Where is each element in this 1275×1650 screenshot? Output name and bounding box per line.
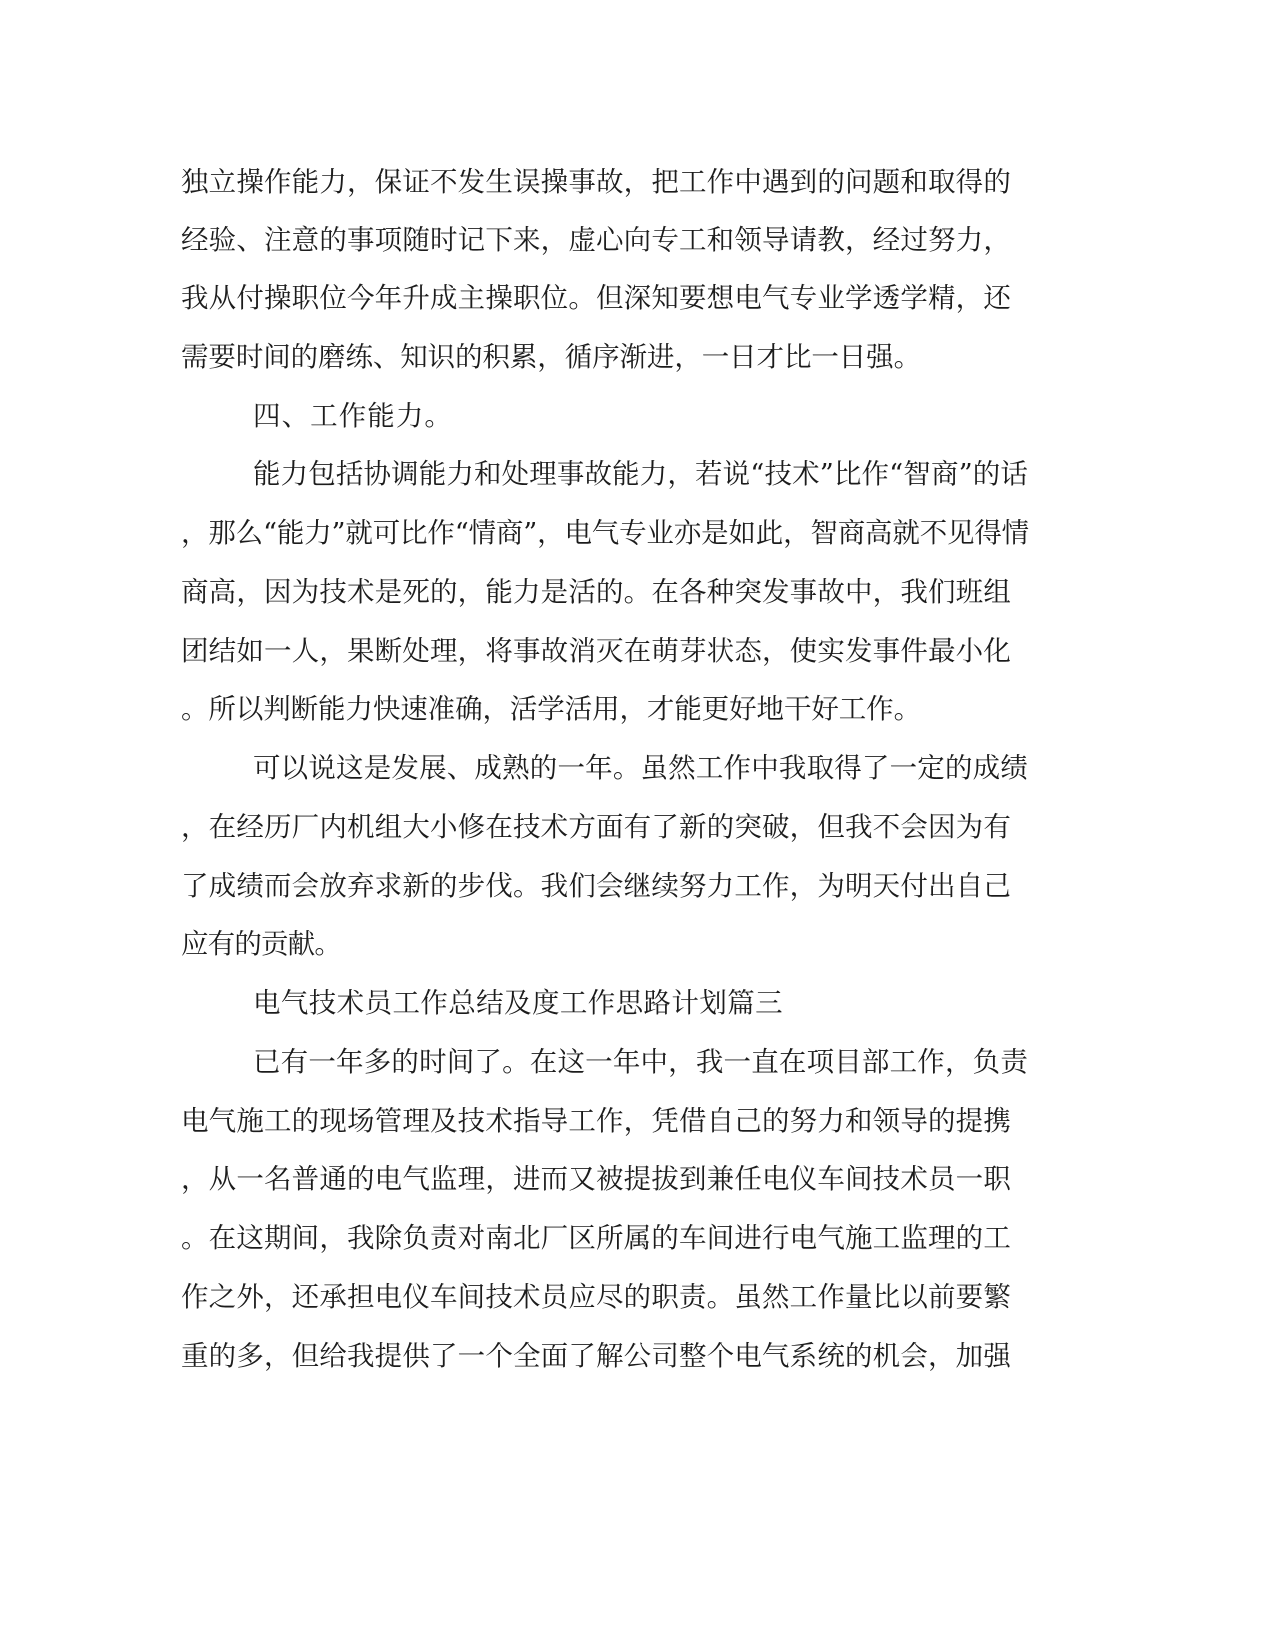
text-line: 经验、注意的事项随时记下来，虚心向专工和领导请教，经过努力， (181, 224, 1011, 256)
text-line: 了成绩而会放弃求新的步伐。我们会继续努力工作，为明天付出自己 (181, 870, 1011, 902)
section-heading: 电气技术员工作总结及度工作思路计划篇三 (253, 987, 783, 1019)
text-line: ，在经历厂内机组大小修在技术方面有了新的突破，但我不会因为有 (181, 811, 1011, 843)
text-line: 应有的贡献。 (181, 928, 341, 960)
text-line: ，从一名普通的电气监理，进而又被提拔到兼任电仪车间技术员一职 (181, 1163, 1011, 1195)
text-line: 。所以判断能力快速准确，活学活用，才能更好地干好工作。 (181, 693, 921, 725)
text-line: 我从付操职位今年升成主操职位。但深知要想电气专业学透学精，还 (181, 282, 1011, 314)
section-heading: 四、工作能力。 (253, 400, 453, 432)
text-line: ，那么“能力”就可比作“情商”，电气专业亦是如此，智商高就不见得情 (181, 517, 1029, 549)
text-line: 能力包括协调能力和处理事故能力，若说“技术”比作“智商”的话 (253, 458, 1028, 490)
text-line: 。在这期间，我除负责对南北厂区所属的车间进行电气施工监理的工 (181, 1222, 1011, 1254)
text-line: 已有一年多的时间了。在这一年中，我一直在项目部工作，负责 (253, 1046, 1028, 1078)
text-line: 电气施工的现场管理及技术指导工作，凭借自己的努力和领导的提携 (181, 1105, 1011, 1137)
text-line: 需要时间的磨练、知识的积累，循序渐进，一日才比一日强。 (181, 341, 921, 373)
text-line: 团结如一人，果断处理，将事故消灭在萌芽状态，使实发事件最小化 (181, 635, 1011, 667)
text-line: 商高，因为技术是死的，能力是活的。在各种突发事故中，我们班组 (181, 576, 1011, 608)
text-line: 作之外，还承担电仪车间技术员应尽的职责。虽然工作量比以前要繁 (181, 1281, 1011, 1313)
text-line: 可以说这是发展、成熟的一年。虽然工作中我取得了一定的成绩 (253, 752, 1028, 784)
text-line: 独立操作能力，保证不发生误操事故，把工作中遇到的问题和取得的 (181, 166, 1011, 198)
text-line: 重的多，但给我提供了一个全面了解公司整个电气系统的机会，加强 (181, 1340, 1011, 1372)
